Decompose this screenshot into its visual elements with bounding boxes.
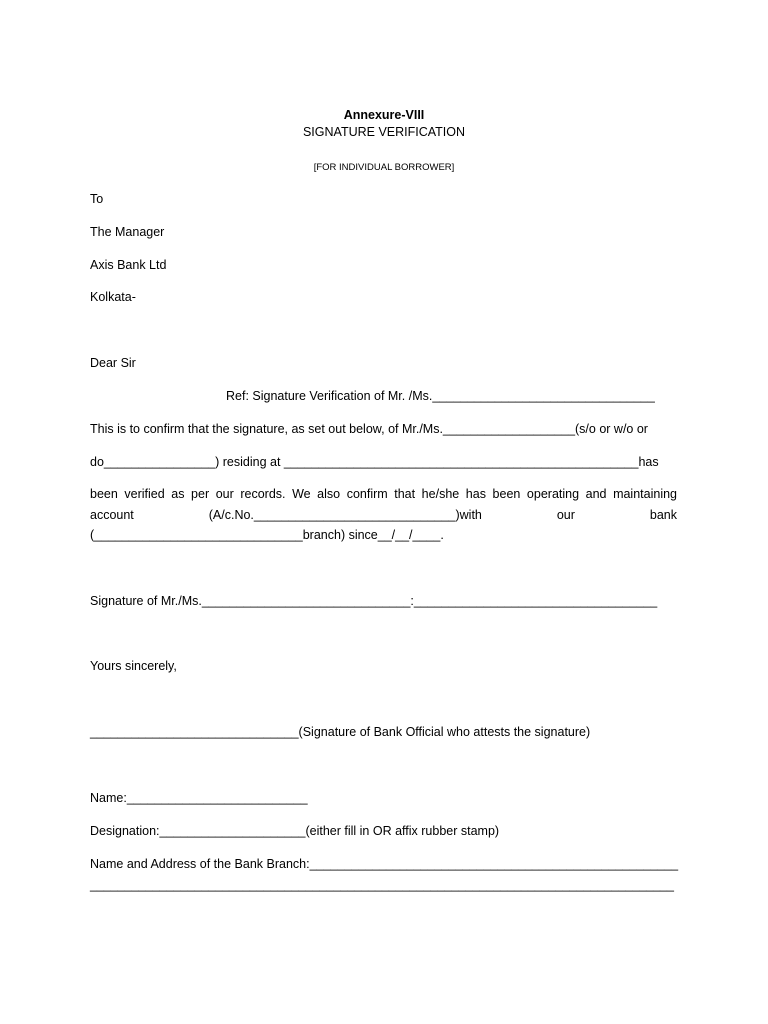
branch-address-field: Name and Address of the Bank Branch:_____________________________________________________ bbox=[90, 857, 679, 871]
reference-line: Ref: Signature Verification of Mr. /Ms.________________________________ bbox=[226, 389, 655, 403]
address-manager: The Manager bbox=[90, 225, 165, 239]
official-signature-line: ______________________________(Signature of Bank Official who attests the signature) bbox=[90, 725, 591, 739]
salutation: Dear Sir bbox=[90, 356, 136, 370]
borrower-signature-line: Signature of Mr./Ms.______________________________:___________________________________ bbox=[90, 594, 658, 608]
body-line-1: This is to confirm that the signature, as set out below, of Mr./Ms.___________________(s/o or w/o or bbox=[90, 422, 648, 436]
address-city: Kolkata- bbox=[90, 290, 136, 304]
name-field: Name:__________________________ bbox=[90, 791, 308, 805]
address-bank: Axis Bank Ltd bbox=[90, 258, 167, 272]
body-line-5: (______________________________branch) since__/__/____. bbox=[90, 528, 444, 542]
page-subtitle: [FOR INDIVIDUAL BORROWER] bbox=[313, 162, 455, 173]
page-title: SIGNATURE VERIFICATION bbox=[302, 125, 466, 139]
body-line-4: account (A/c.No._____________________________)with our bank bbox=[90, 508, 677, 522]
branch-address-continuation: ____________________________________________________________________________________ bbox=[90, 878, 674, 892]
body-line-3: been verified as per our records. We also confirm that he/she has been operating and maintaining bbox=[90, 487, 677, 501]
body-line-2: do________________) residing at ___________________________________________________has bbox=[90, 455, 659, 469]
designation-field: Designation:_____________________(either fill in OR affix rubber stamp) bbox=[90, 824, 500, 838]
address-to: To bbox=[90, 192, 104, 206]
annexure-heading: Annexure-VIII bbox=[343, 108, 425, 122]
closing: Yours sincerely, bbox=[90, 659, 177, 673]
